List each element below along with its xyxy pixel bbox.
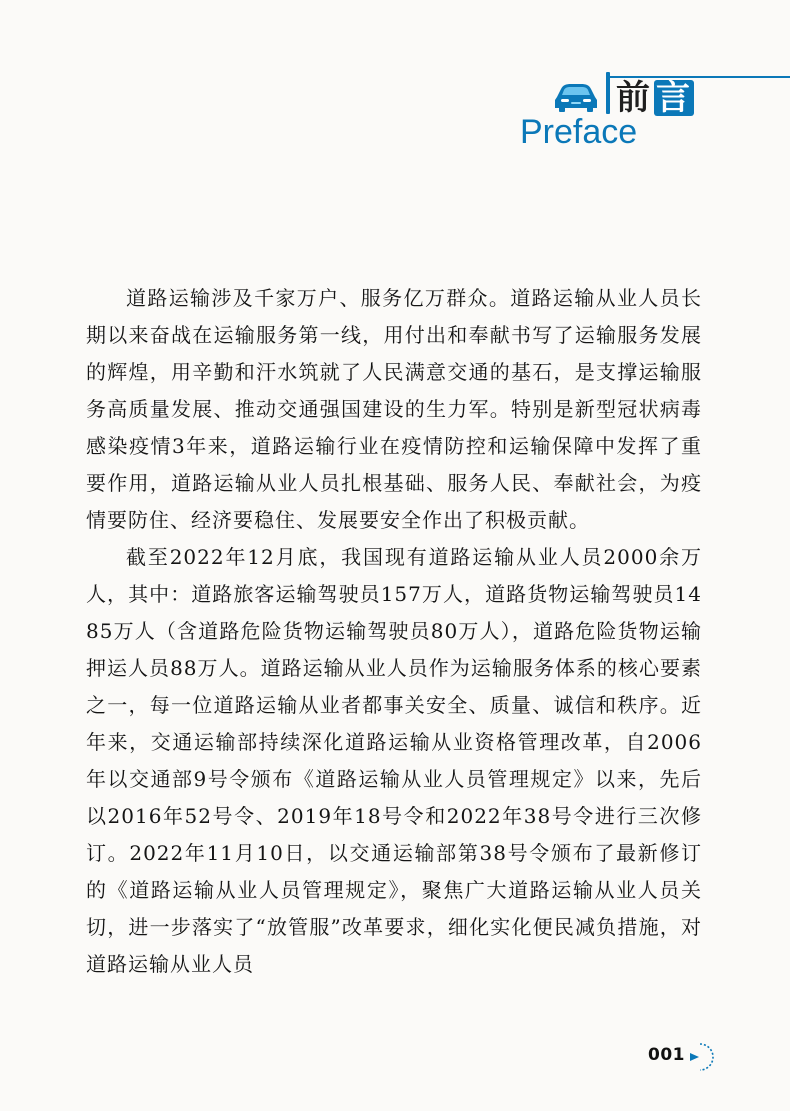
page-number: 001 [648,1045,685,1065]
paragraph-1: 道路运输涉及千家万户、服务亿万群众。道路运输从业人员长期以来奋战在运输服务第一线，用付出和奉献书写了运输服务发展的辉煌，用辛勤和汗水筑就了人民满意交通的基石，是支撑运输服务高质量发展、推动交通强国建设的生力军。特别是新型冠状病毒感染疫情3年来，道路运输行业在疫情防控和运输保障中发挥了重要作用，道路运输从业人员扎根基础、服务人民、奉献社会，为疫情要防住、经济要稳住、发展要安全作出了积极贡献。 [86,286,702,532]
page-title-english: Preface [520,113,638,151]
page-title-suffix: 言 [656,78,692,118]
header-divider [606,72,610,114]
page-title-prefix: 前 [616,78,652,118]
page-title-chinese [616,80,694,116]
paragraph-2: 截至2022年12月底，我国现有道路运输从业人员2000余万人，其中：道路旅客运输驾驶员157万人，道路货物运输驾驶员1485万人（含道路危险货物运输驾驶员80万人），道路危险货物运输押运人员88万人。道路运输从业人员作为运输服务体系的核心要素之一，每一位道路运输从业者都事关安全、质量、诚信和秩序。近年来，交通运输部持续深化道路运输从业资格管理改革，自2006年以交通部9号令颁布《道路运输从业人员管理规定》以来，先后以2016年52号令、2019年18号令和2022年38号令进行三次修订。2022年11月10日，以交通运输部第38号令颁布了最新修订的《道路运输从业人员管理规定》，聚焦广大道路运输从业人员关切，进一步落实了“放管服”改革要求，细化实化便民减负措施，对道路运输从业人员 [86,545,702,976]
page-number-area [648,1041,708,1073]
page-arrow-icon [686,1042,714,1072]
page-header [0,0,790,170]
body-text [86,280,702,1050]
car-icon [551,80,601,114]
